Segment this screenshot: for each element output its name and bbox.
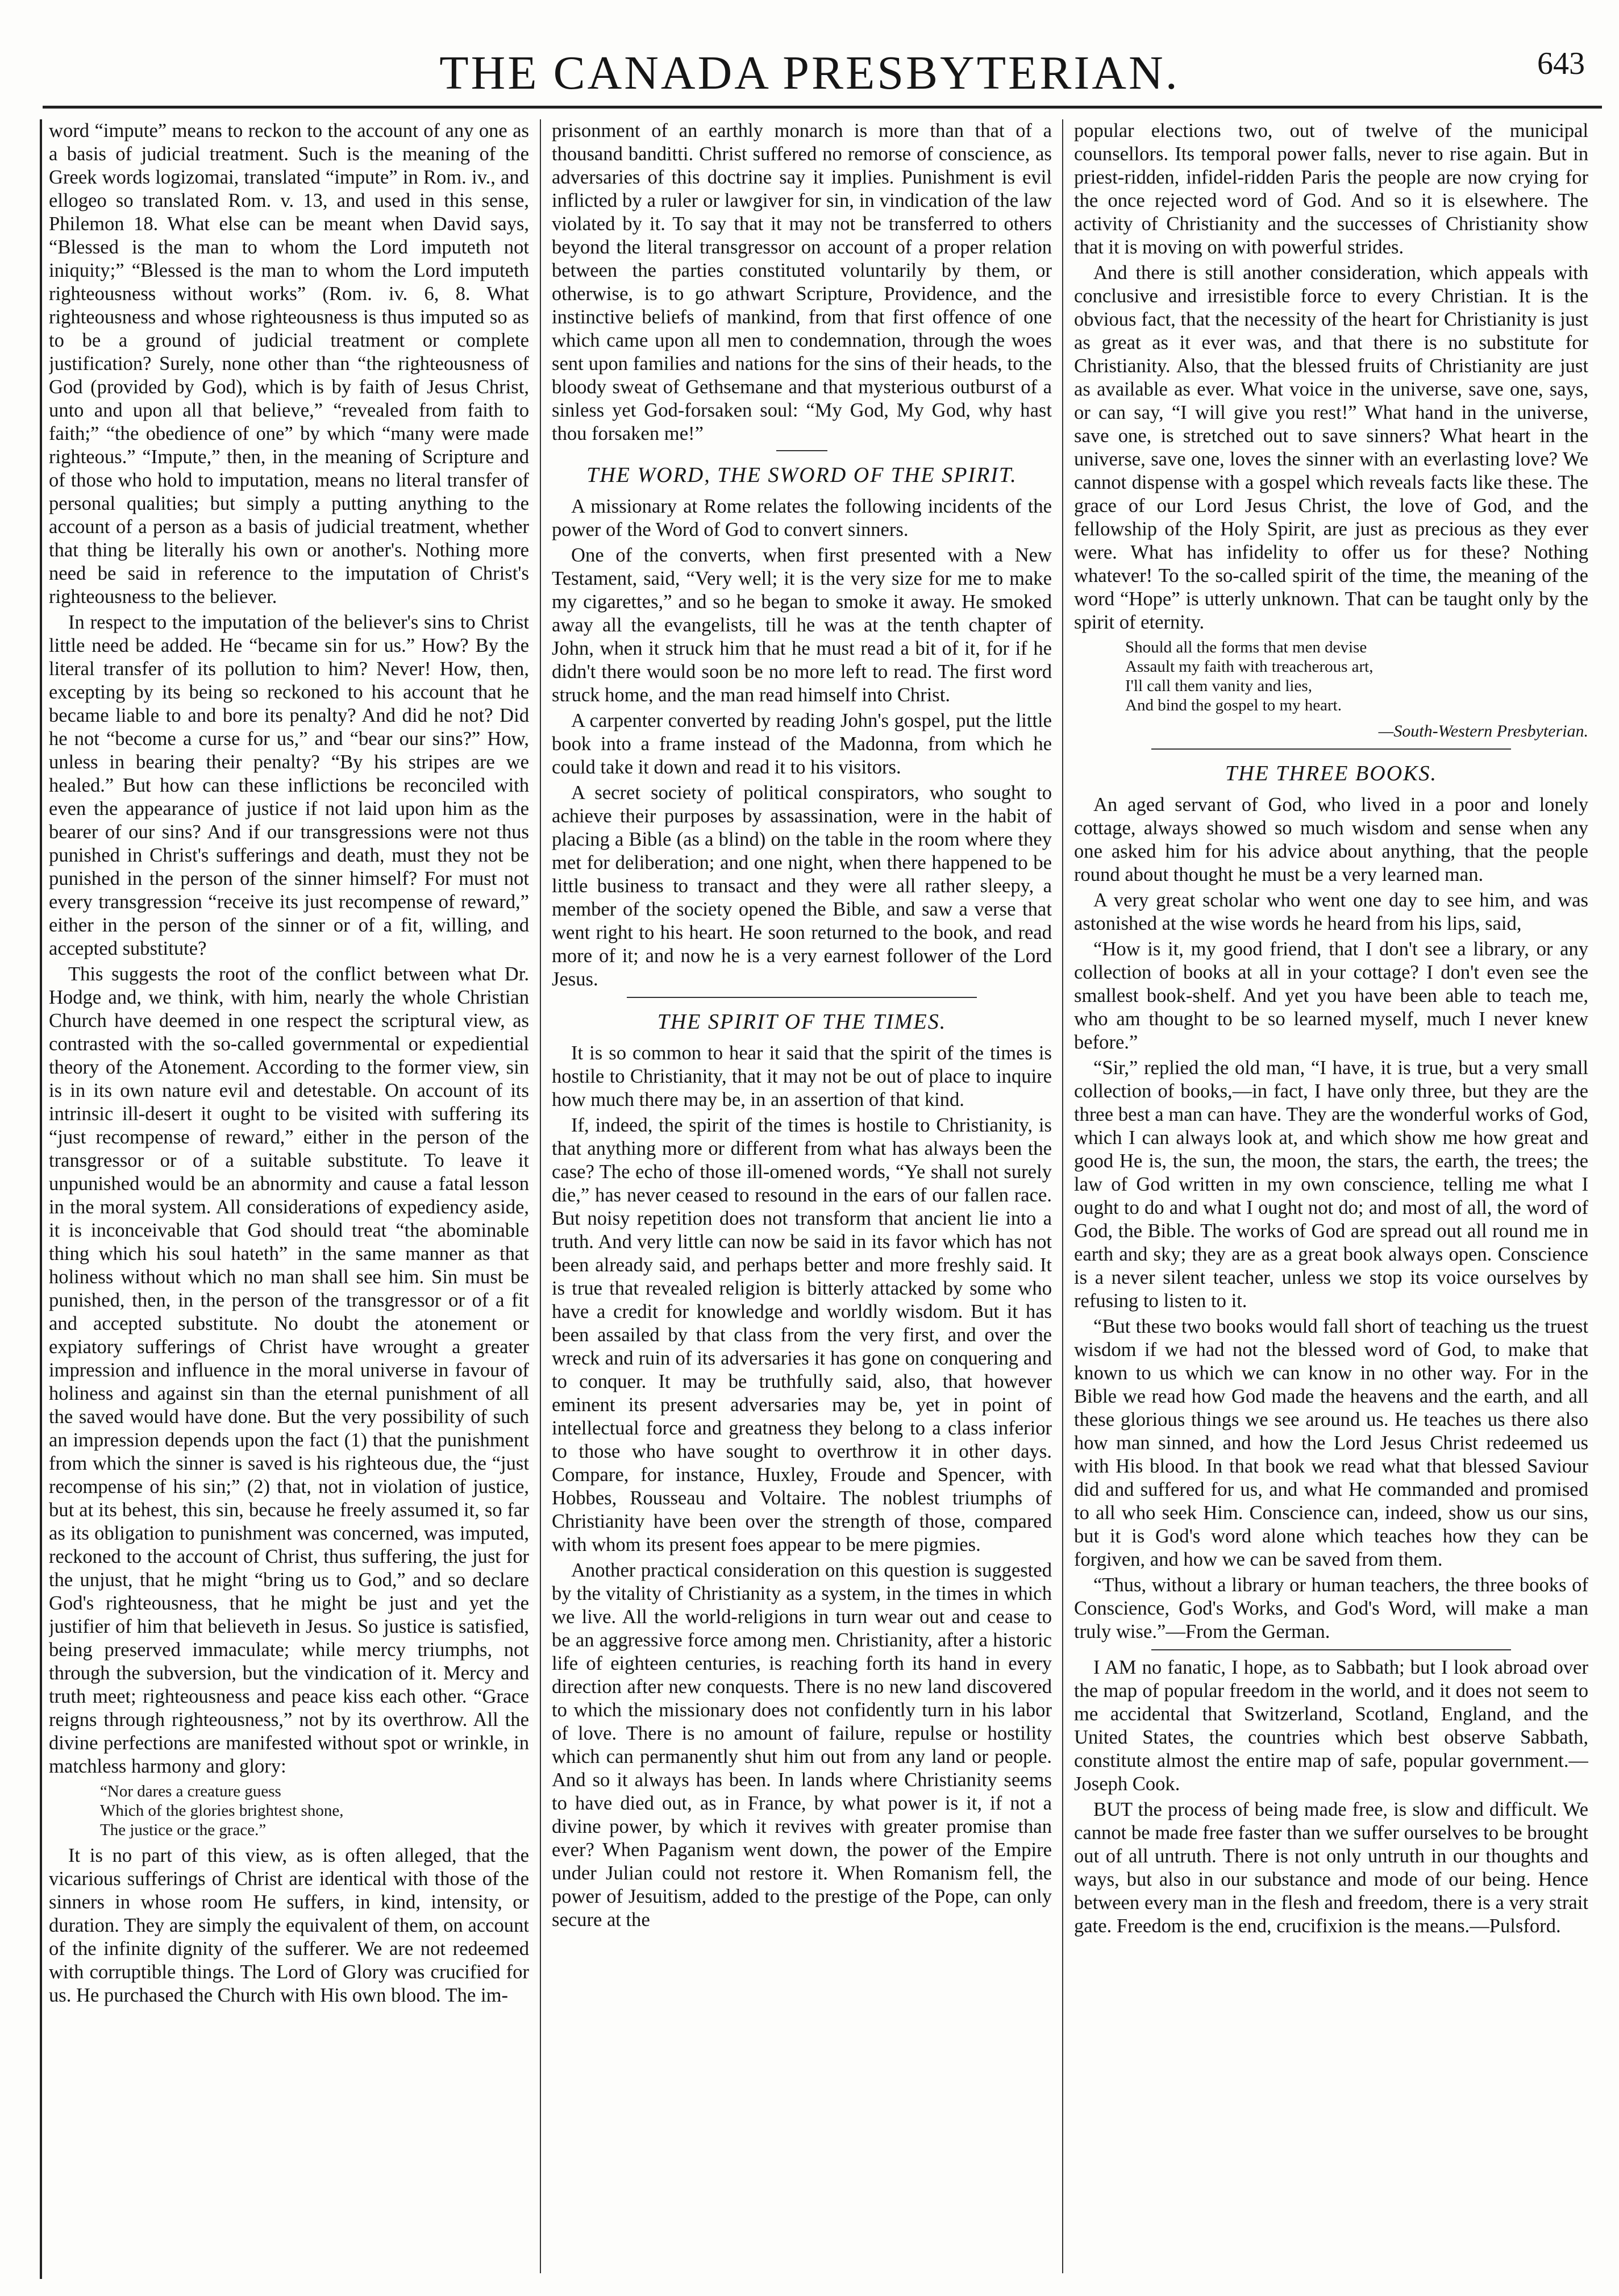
paragraph: word “impute” means to reckon to the account of any one as a basis of judicial treatment. Such is the meaning of the Greek words logizomai, translated “impute” in Rom. iv., and ellogeo so translated Rom. v. 13, and used in this sense, Philemon 18. What else can be meant when David says, “Blessed is the man to whom the Lord imputeth not iniquity;” “Blessed is the man to whom the Lord imputeth righteousness without works” (Rom. iv. 6, 8. What righteousness and whose righteousness is thus imputed so as to be a ground of judicial treatment or complete justification? Surely, none other than “the righteousness of God (provided by God), which is by faith of Jesus Christ, unto and upon all that believe,” “revealed from faith to faith;” “the obedience of one” by which “many were made righteous.” “Impute,” then, in the meaning of Scripture and of those who hold to imputation, means no literal transfer of personal qualities; but simply a putting anything to the account of a person as a basis of judicial treatment, whether that thing be literally his own or another's. Nothing more need be said in reference to the imputation of Christ's righteousness to the believer. [49,120,529,608]
paragraph: And there is still another consideration, which appeals with conclusive and irresistible force to every Christian. It is the obvious fact, that the necessity of the heart for Christianity is just as great as it ever was, and that there is no substitute for Christianity. Also, that the blessed fruits of Christianity are just as available as ever. What voice in the universe, save one, says, or can say, “I will give you rest!” What hand in the universe, save one, is stretched out to save sinners? What heart in the universe, save one, loves the sinner with an everlasting love? We cannot dispense with a gospel which reveals facts like these. The grace of our Lord Jesus Christ, the love of God, and the fellowship of the Holy Spirit, are just as precious as they ever were. What has infidelity to offer us for these? Nothing whatever! To the so-called spirit of the time, the meaning of the word “Hope” is utterly unknown. That can be taught only by the spirit of eternity. [1074,262,1588,633]
verse-quote [1125,638,1588,715]
section-rule [1151,748,1512,750]
paragraph: It is no part of this view, as is often alleged, that the vicarious sufferings of Christ are identical with those of the sinners in whose room He suffers, in kind, intensity, or duration. They are simply the equivalent of them, on account of the infinite dignity of the sufferer. We are not redeemed with corruptible things. The Lord of Glory was crucified for us. He purchased the Church with His own blood. The im- [49,1845,529,2006]
paragraph: Another practical consideration on this question is suggested by the vitality of Christianity as a system, in the times in which we live. All the world-religions in turn wear out and cease to be an aggressive force among men. Christianity, after a historic life of eighteen centuries, is reaching forth its hand in every direction after new conquests. There is no new land discovered to which the missionary does not confidently turn in his labor of love. There is no amount of failure, repulse or hostility which can permanently shut him out from any land or people. And so it always has been. In lands where Christianity seems to have died out, as in France, by what power is it, if not a divine power, by which it revives with greater promise than ever? When Paganism went down, the power of the Empire under Julian could not restore it. When Romanism fell, the power of Jesuitism, added to the prestige of the Pope, can only secure at the [552,1559,1052,1931]
article-columns [49,119,1608,2285]
verse-line: Assault my faith with treacherous art, [1125,658,1374,676]
verse-line: Should all the forms that men devise [1125,638,1367,656]
paragraph: “Sir,” replied the old man, “I have, it is true, but a very small collection of books,—in fact, I have only three, but they are the three best a man can have. They are the wonderful works of God, which I can always look at, and which show me how great and good He is, the sun, the moon, the stars, the earth, the trees; the law of God written in my own conscience, telling me what I ought to do and what I ought not do; and most of all, the word of God, the Bible. The works of God are spread out all round me in earth and sky; they are as a great book always open. Conscience is a never silent teacher, unless we stop its voice ourselves by refusing to listen to it. [1074,1057,1588,1312]
paragraph: A carpenter converted by reading John's gospel, put the little book into a frame instead of the Madonna, from which he could take it down and read it to his visitors. [552,710,1052,778]
paragraph: prisonment of an earthly monarch is more than that of a thousand banditti. Christ suffered no remorse of conscience, as adversaries of this doctrine say it implies. Punishment is evil inflicted by a ruler or lawgiver for sin, in vindication of the law violated by it. To say that it may not be transferred to others beyond the literal transgressor on account of a proper relation between the parties constituted voluntarily by them, or otherwise, is to go athwart Scripture, Providence, and the instinctive beliefs of mankind, from that first offence of one which came upon all men to condemnation, through the woes sent upon families and nations for the sins of their heads, to the bloody sweat of Gethsemane and that mysterious outburst of a sinless yet God-forsaken soul: “My God, My God, why hast thou forsaken me!” [552,120,1052,444]
section-rule [1151,1649,1512,1650]
verse-quote [100,1782,529,1840]
column-3 [1074,119,1588,2285]
attribution: —South-Western Presbyterian. [1378,722,1588,741]
column-divider [1062,119,1063,2273]
column-2 [552,119,1052,2285]
verse-line: Which of the glories brightest shone, [100,1802,344,1820]
left-margin-fragment [0,119,42,2279]
paragraph: A secret society of political conspirators, who sought to achieve their purposes by assassination, were in the habit of placing a Bible (as a blind) on the table in the room where they met for deliberation; and one night, when there happened to be little business to transact and they were all rather sleepy, a member of the society opened the Bible, and saw a verse that went right to his heart. He soon returned to the book, and read more of it; and now he is a very earnest follower of the Lord Jesus. [552,782,1052,990]
verse-line: And bind the gospel to my heart. [1125,696,1342,714]
paragraph: popular elections two, out of twelve of the municipal counsellors. Its temporal power falls, never to rise again. But in priest-ridden, infidel-ridden Paris the people are now crying for the once rejected word of God. And so it is elsewhere. The activity of Christianity and the successes of Christianity show that it is moving on with powerful strides. [1074,120,1588,258]
paragraph: An aged servant of God, who lived in a poor and lonely cottage, always showed so much wisdom and sense when any one asked him for his advice about anything, that the people round about thought he must be a very learned man. [1074,794,1588,885]
paragraph: “Thus, without a library or human teachers, the three books of Conscience, God's Works, and God's Word, will make a man truly wise.”—From the German. [1074,1574,1588,1642]
paragraph: “How is it, my good friend, that I don't see a library, or any collection of books at all in your cottage? I don't even see the smallest book-shelf. And yet you have been able to teach me, who am thought to be so learned myself, much I never knew before.” [1074,938,1588,1053]
section-rule [776,450,827,451]
paragraph: BUT the process of being made free, is slow and difficult. We cannot be made free faster than we suffer ourselves to be brought out of all untruth. There is not only untruth in our thoughts and ways, but also in our substance and mode of our being. Hence between every man in the flesh and freedom, there is a very strait gate. Freedom is the end, crucifixion is the means.—Pulsford. [1074,1799,1588,1937]
section-heading-times: THE SPIRIT OF THE TIMES. [657,1010,947,1034]
paragraph: It is so common to hear it said that the spirit of the times is hostile to Christianity, that it may not be out of place to inquire how much there may be, in an assertion of that kind. [552,1042,1052,1110]
column-1 [49,119,529,2285]
verse-line: I'll call them vanity and lies, [1125,677,1312,695]
paragraph: A missionary at Rome relates the following incidents of the power of the Word of God to convert sinners. [552,496,1052,540]
paragraph: This suggests the root of the conflict between what Dr. Hodge and, we think, with him, nearly the whole Christian Church have deemed in one respect the scriptural view, as contrasted with the so-called governmental or expediential theory of the Atonement. According to the former view, sin is in its own nature evil and detestable. On account of its intrinsic ill-desert it ought to be visited with suffering its “just recompense of reward,” either in the person of the transgressor or of a suitable substitute. To leave it unpunished would be an abnormity and cause a fatal lesson in the moral system. All considerations of expediency aside, it is inconceivable that God should treat “the abominable thing which his soul hateth” in the same manner as that holiness without which no man shall see him. Sin must be punished, then, in the person of the transgressor or of a fit and accepted substitute. No doubt the atonement or expiatory sufferings of Christ have wrought a greater impression and influence in the moral universe in favour of holiness and against sin than the eternal punishment of all the saved would have done. But the very possibility of such an impression depends upon the fact (1) that the punishment from which the sinner is saved is his righteous due, the “just recompense of his sin;” (2) that, not in violation of justice, but at its behest, this sin, because he freely assumed it, so far as its obligation to punishment was concerned, was imputed, reckoned to the account of Christ, thus suffering, the just for the unjust, that he might “bring us to God,” and so declare God's righteousness, that he might be just and yet the justifier of him that believeth in Jesus. So justice is satisfied, being preserved immaculate; while mercy triumphs, not through the subversion, but the vindication of it. Mercy and truth meet; righteousness and peace kiss each other. “Grace reigns through righteousness,” not by its overthrow. All the divine perfections are manifested without spot or wrinkle, in matchless harmony and glory: [49,963,529,1777]
paragraph: In respect to the imputation of the believer's sins to Christ little need be added. He “became sin for us.” How? By the literal transfer of its pollution to him? Never! How, then, excepting by its being so reckoned to his account that he became liable to and bore its penalty? And did he not? Did he not “become a curse for us,” and “bear our sins?” How, unless in bearing their penalty? “By his stripes are we healed.” But how can these inflictions be reconciled with even the appearance of justice if not laid upon him as the bearer of our sins? And if our transgressions were not thus punished in Christ's sufferings and death, must they not be punished in the person of the sinner himself? For must not every transgression “receive its just recompense of reward,” either in the person of the sinner or of a fit, willing, and accepted substitute? [49,612,529,959]
paragraph: I AM no fanatic, I hope, as to Sabbath; but I look abroad over the map of popular freedom in the world, and it does not seem to me accidental that Switzerland, Scotland, England, and the United States, the countries which best observe Sabbath, constitute almost the entire map of safe, popular government.—Joseph Cook. [1074,1657,1588,1795]
verse-line: “Nor dares a creature guess [100,1782,281,1800]
masthead-title: THE CANADA PRESBYTERIAN. [439,47,1180,99]
section-rule [627,997,977,998]
verse-line: The justice or the grace.” [100,1821,267,1839]
header-rule [43,106,1602,109]
page-number: 643 [1537,46,1585,81]
paragraph: If, indeed, the spirit of the times is hostile to Christianity, is that anything more or different from what has always been the case? The echo of those ill-omened words, “Ye shall not surely die,” has never ceased to resound in the ears of our fallen race. But noisy repetition does not transform that ancient lie into a truth. And very little can now be said in its favor which has not been already said, and perhaps better and more freshly said. It is true that revealed religion is bitterly attacked by some who have a credit for knowledge and worldly wisdom. But it has been assailed by that class from the very first, and over the wreck and ruin of its adversaries it has gone on conquering and to conquer. It may be truthfully said, also, that however eminent its present adversaries may be, yet in point of intellectual force and greatness they belong to a class inferior to those who have sought to overthrow it in other days. Compare, for instance, Huxley, Froude and Spencer, with Hobbes, Rousseau and Voltaire. The noblest triumphs of Christianity have been over the strength of those, compared with whom its present foes appear to be mere pigmies. [552,1114,1052,1555]
page-header [0,40,1619,102]
section-heading-books: THE THREE BOOKS. [1225,762,1437,785]
section-heading-word: THE WORD, THE SWORD OF THE SPIRIT. [586,463,1017,487]
paragraph: One of the converts, when first presented with a New Testament, said, “Very well; it is the very size for me to make my cigarettes,” and so he began to smoke it away. He smoked away all the evangelists, till he was at the tenth chapter of John, when it struck him that he must read a bit of it, for if he didn't there would soon be no more left to read. The first word struck home, and the man read himself into Christ. [552,544,1052,706]
column-divider [540,119,541,2273]
paragraph: “But these two books would fall short of teaching us the truest wisdom if we had not the blessed word of God, to make that known to us which we can know in no other way. For in the Bible we read how God made the heavens and the earth, and all these glorious things we see around us. He teaches us there also how man sinned, and how the Lord Jesus Christ redeemed us with His blood. In that book we read what that blessed Saviour did and suffered for us, and what He commanded and promised to all who seek Him. Conscience can, indeed, show us our sins, but it is God's word alone which teaches how they can be forgiven, and how we can be saved from them. [1074,1316,1588,1570]
paragraph: A very great scholar who went one day to see him, and was astonished at the wise words he heard from his lips, said, [1074,889,1588,934]
